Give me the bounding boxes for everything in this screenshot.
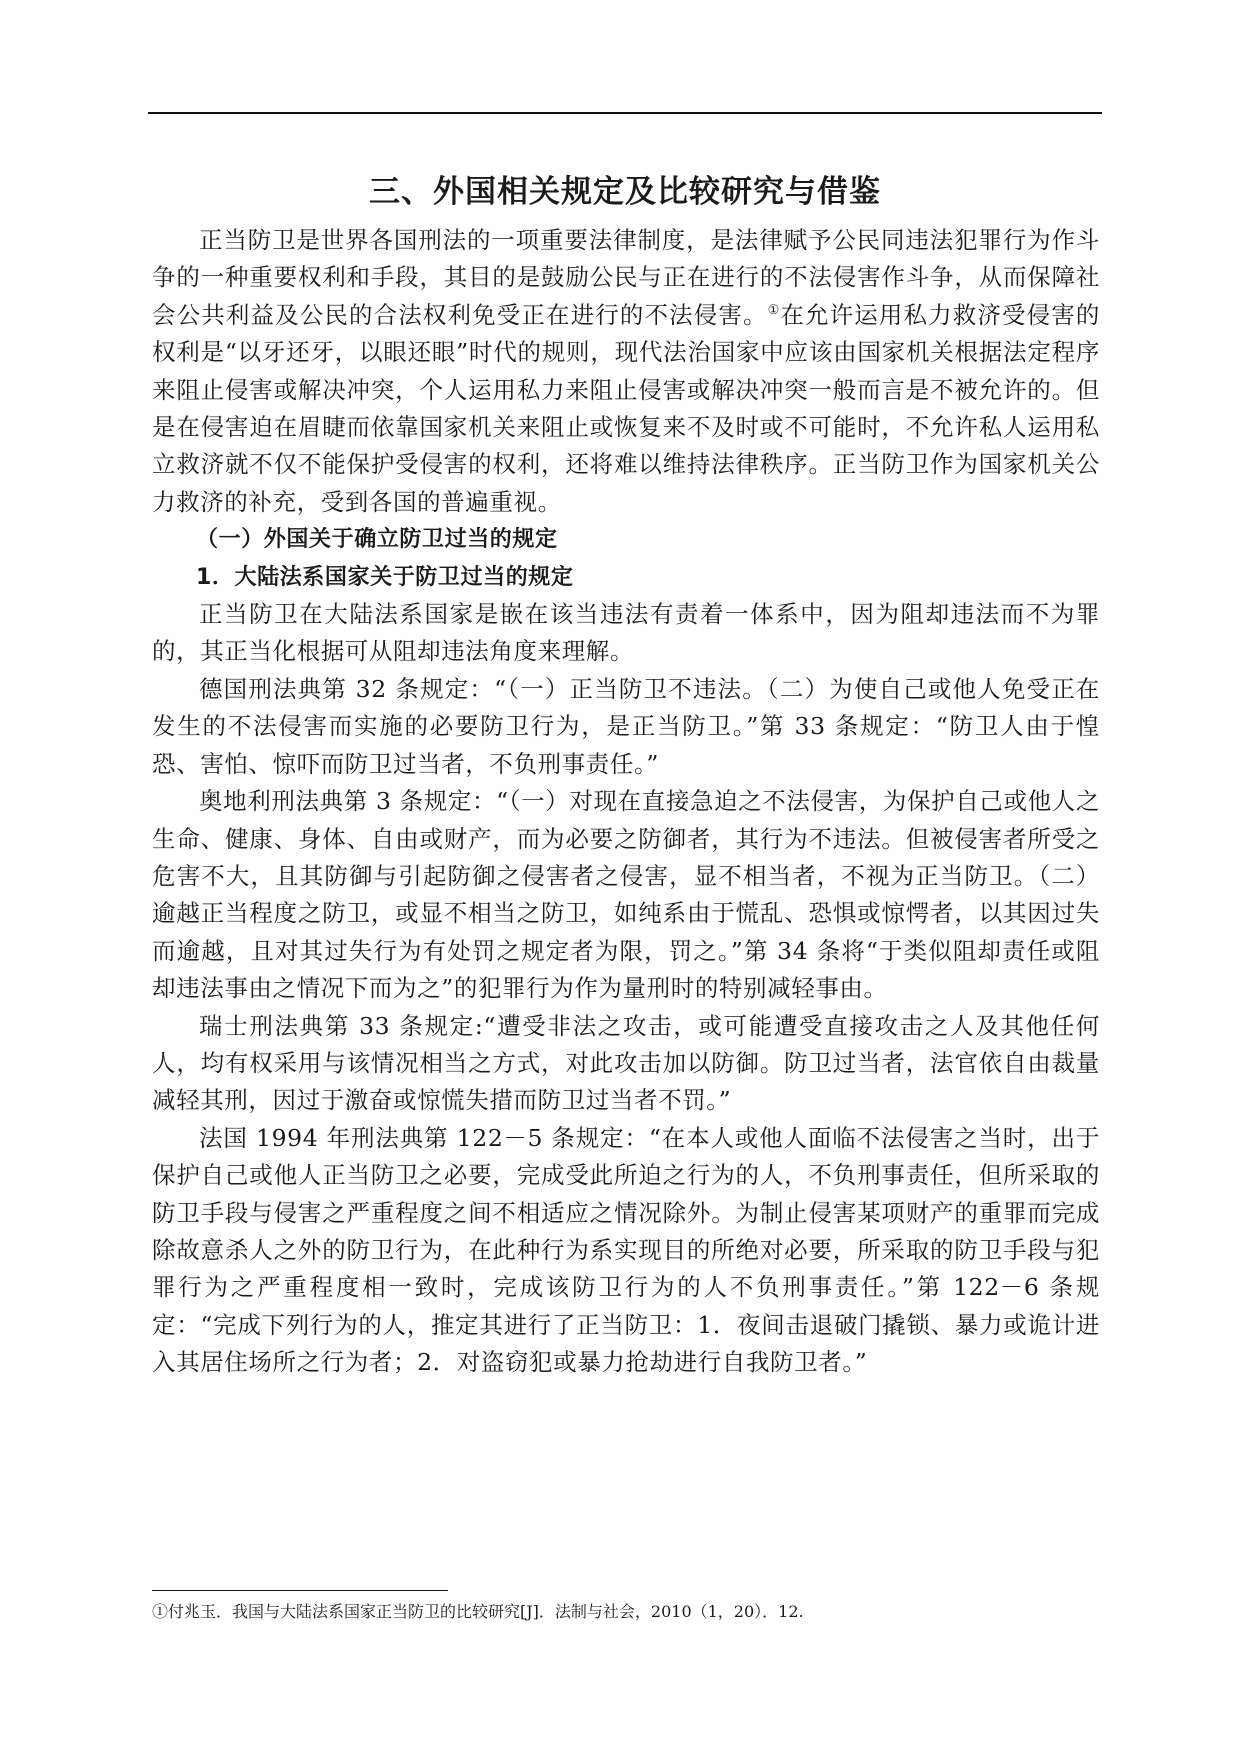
paragraph-austria: 奥地利刑法典第 3 条规定：“（一）对现在直接急迫之不法侵害，为保护自己或他人之生命、健康、身体、自由或财产，而为必要之防御者，其行为不违法。但被侵害者所受之危害不大，且其防御与引起防御之侵害者之侵害，显不相当者，不视为正当防卫。（二）逾越正当程度之防卫，或显不相当之防卫，如纯系由于慌乱、恐惧或惊愕者，以其因过失而逾越，且对其过失行为有处罚之规定者为限，罚之。”第 34 条将“于类似阻却责任或阻却违法事由之情况下而为之”的犯罪行为作为量刑时的特别减轻事由。 <box>152 787 1100 1003</box>
paragraph-intro <box>152 222 1100 521</box>
paragraph-intro-part1: 正当防卫是世界各国刑法的一项重要法律制度，是法律赋予公民同违法犯罪行为作斗争的一种重要权利和手段，其目的是鼓励公民与正在进行的不法侵害作斗争，从而保障社会公共利益及公民的合法权利免受正在进行的不法侵害。 <box>152 226 1100 329</box>
body-text <box>152 222 1100 1382</box>
footnote: ①付兆玉．我国与大陆法系国家正当防卫的比较研究[J]．法制与社会，2010（1，20）．12. <box>152 1602 804 1621</box>
footnote-reference[interactable]: ① <box>767 302 781 318</box>
footnote-rule <box>152 1590 448 1591</box>
header-rule <box>148 112 1102 114</box>
paragraph-germany: 德国刑法典第 32 条规定：“（一）正当防卫不违法。（二）为使自己或他人免受正在发生的不法侵害而实施的必要防卫行为，是正当防卫。”第 33 条规定：“防卫人由于惶恐、害怕、惊吓而防卫过当者，不负刑事责任。” <box>152 674 1100 778</box>
paragraph-intro-part2: 在允许运用私力救济受侵害的权利是“以牙还牙，以眼还眼”时代的规则，现代法治国家中应该由国家机关根据法定程序来阻止侵害或解决冲突，个人运用私力来阻止侵害或解决冲突一般而言是不被允许的。但是在侵害迫在眉睫而依靠国家机关来阻止或恢复来不及时或不可能时，不允许私人运用私立救济就不仅不能保护受侵害的权利，还将难以维持法律秩序。正当防卫作为国家机关公力救济的补充，受到各国的普遍重视。 <box>152 300 1100 516</box>
paragraph-continental-law: 正当防卫在大陆法系国家是嵌在该当违法有责着一体系中，因为阻却违法而不为罪的，其正当化根据可从阻却违法角度来理解。 <box>152 600 1100 666</box>
subsection-heading: （一）外国关于确立防卫过当的规定 <box>196 527 558 553</box>
subsubsection-heading: 1．大陆法系国家关于防卫过当的规定 <box>196 564 574 590</box>
section-title: 三、外国相关规定及比较研究与借鉴 <box>369 174 881 210</box>
paragraph-france: 法国 1994 年刑法典第 122－5 条规定：“在本人或他人面临不法侵害之当时，出于保护自己或他人正当防卫之必要，完成受此所迫之行为的人，不负刑事责任，但所采取的防卫手段与侵害之严重程度之间不相适应之情况除外。为制止侵害某项财产的重罪而完成除故意杀人之外的防卫行为，在此种行为系实现目的所绝对必要，所采取的防卫手段与犯罪行为之严重程度相一致时，完成该防卫行为的人不负刑事责任。”第 122－6 条规定：“完成下列行为的人，推定其进行了正当防卫：1．夜间击退破门撬锁、暴力或诡计进入其居住场所之行为者；2．对盗窃犯或暴力抢劫进行自我防卫者。” <box>152 1123 1100 1377</box>
paragraph-switzerland: 瑞士刑法典第 33 条规定:“遭受非法之攻击，或可能遭受直接攻击之人及其他任何人，均有权采用与该情况相当之方式，对此攻击加以防御。防卫过当者，法官依自由裁量减轻其刑，因过于激奋或惊慌失措而防卫过当者不罚。” <box>152 1011 1100 1115</box>
